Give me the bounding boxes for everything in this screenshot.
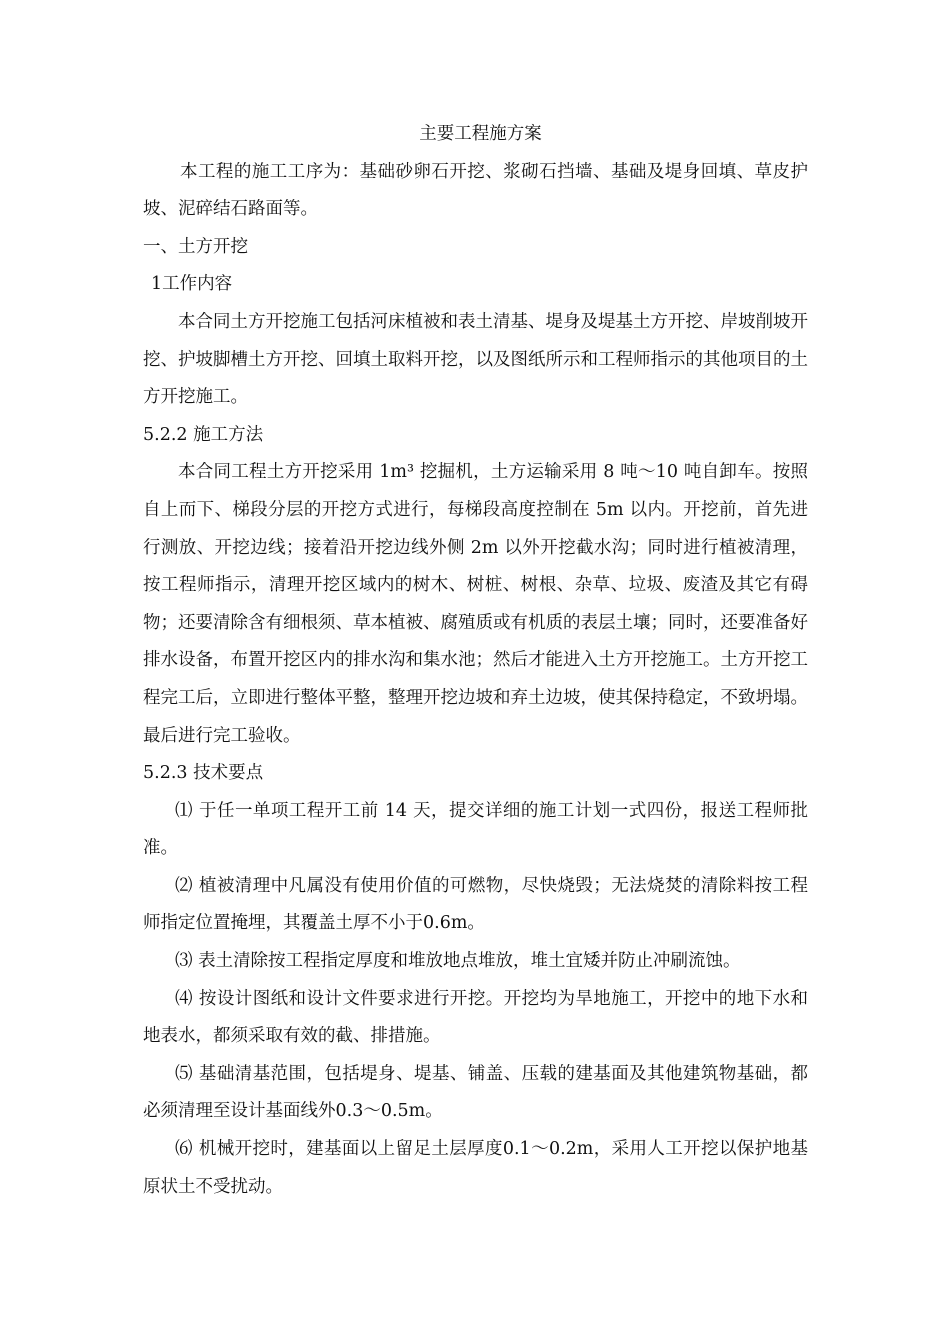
key-point-5: ⑸ 基础清基范围，包括堤身、堤基、铺盖、压载的建基面及其他建筑物基础，都必须清理至设计基面线外0.3～0.5m。 [143,1063,808,1122]
key-point-3: ⑶ 表土清除按工程指定厚度和堆放地点堆放，堆土宜矮并防止冲刷流蚀。 [175,951,741,972]
key-point-1: ⑴ 于任一单项工程开工前 14 天，提交详细的施工计划一式四份，报送工程师批准。 [143,800,808,859]
document-body [143,116,808,1206]
key-point-2: ⑵ 植被清理中凡属没有使用价值的可燃物，尽快烧毁；无法烧焚的清除料按工程师指定位置掩埋，其覆盖土厚不小于0.6m。 [143,875,808,934]
subsection-heading-key-points: 5.2.3 技术要点 [143,763,264,784]
key-point-4: ⑷ 按设计图纸和设计文件要求进行开挖。开挖均为旱地施工，开挖中的地下水和地表水，都须采取有效的截、排措施。 [143,988,808,1047]
work-content-paragraph: 本合同土方开挖施工包括河床植被和表土清基、堤身及堤基土方开挖、岸坡削坡开挖、护坡脚槽土方开挖、回填土取料开挖，以及图纸所示和工程师指示的其他项目的土方开挖施工。 [143,311,808,408]
key-point-6: ⑹ 机械开挖时，建基面以上留足土层厚度0.1～0.2m，采用人工开挖以保护地基原状土不受扰动。 [143,1139,808,1197]
section-heading-earthwork: 一、土方开挖 [143,236,248,257]
method-paragraph: 本合同工程土方开挖采用 1m³ 挖掘机，土方运输采用 8 吨～10 吨自卸车。按照自上而下、梯段分层的开挖方式进行，每梯段高度控制在 5m 以内。开挖前，首先进行测放、开挖边线；接着沿开挖边线外侧 2m 以外开挖截水沟；同时进行植被清理，按工程师指示，清理开挖区域内的树木、树桩、树根、杂草、垃圾、废渣及其它有碍物；还要清除含有细根须、草本植被、腐殖质或有机质的表层土壤；同时，还要准备好排水设备，布置开挖区内的排水沟和集水池；然后才能进入土方开挖施工。土方开挖工程完工后，立即进行整体平整，整理开挖边坡和弃土边坡，使其保持稳定，不致坍塌。最后进行完工验收。 [143,462,808,746]
document-title: 主要工程施方案 [419,124,542,144]
intro-paragraph: 本工程的施工工序为：基础砂卵石开挖、浆砌石挡墙、基础及堤身回填、草皮护坡、泥碎结石路面等。 [143,161,808,220]
subsection-heading-method: 5.2.2 施工方法 [143,424,264,445]
subsection-heading-work-content: 1工作内容 [151,274,233,295]
